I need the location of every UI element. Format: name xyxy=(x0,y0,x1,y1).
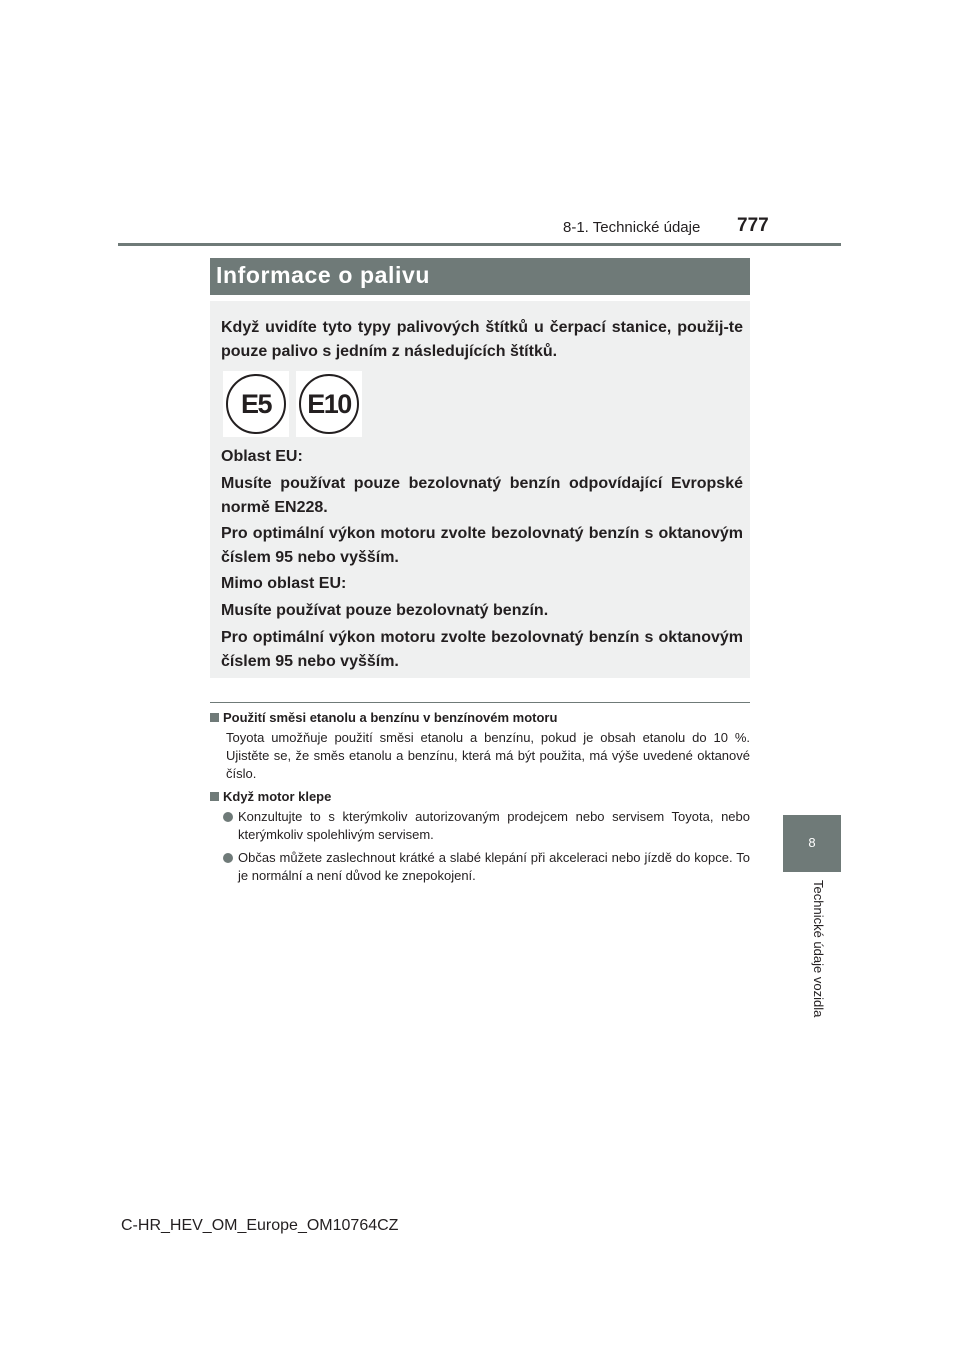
knock-heading xyxy=(210,789,331,804)
non-eu-heading: Mimo oblast EU: xyxy=(221,575,347,592)
section-title: Informace o palivu xyxy=(216,262,431,288)
ethanol-heading-text: Použití směsi etanolu a benzínu v benzínovém motoru xyxy=(223,710,558,725)
header-divider xyxy=(118,243,841,246)
intro-text: Když uvidíte tyto typy palivových štítků u čerpací stanice, použij-te pouze palivo s jedním z následujících štítků. xyxy=(221,319,743,360)
list-item xyxy=(223,808,750,844)
fuel-label-e5-text: E5 xyxy=(226,374,286,434)
square-bullet-icon xyxy=(210,713,219,722)
eu-text-2: Pro optimální výkon motoru zvolte bezolovnatý benzín s oktanovým číslem 95 nebo vyšším. xyxy=(221,525,743,566)
non-eu-text-2: Pro optimální výkon motoru zvolte bezolovnatý benzín s oktanovým číslem 95 nebo vyšším. xyxy=(221,629,743,670)
square-bullet-icon xyxy=(210,792,219,801)
page-number: 777 xyxy=(737,215,769,236)
list-item-text: Občas můžete zaslechnout krátké a slabé klepání při akceleraci nebo jízdě do kopce. To je normální a není důvod ke znepokojení. xyxy=(238,850,750,883)
ethanol-heading xyxy=(210,710,557,725)
footer-doc-id: C-HR_HEV_OM_Europe_OM10764CZ xyxy=(121,1217,399,1234)
ethanol-body: Toyota umožňuje použití směsi etanolu a benzínu, pokud je obsah etanolu do 10 %. Ujistěte se, že směs etanolu a benzínu, která má být použita, má výše uvedené oktanové číslo. xyxy=(226,730,750,781)
knock-heading-text: Když motor klepe xyxy=(223,789,332,804)
chapter-title: Technické údaje vozidla xyxy=(811,880,826,1018)
header-section-title: 8-1. Technické údaje xyxy=(563,219,701,236)
list-item xyxy=(223,849,750,885)
chapter-number: 8 xyxy=(808,835,816,850)
section-title-bar xyxy=(210,258,750,295)
non-eu-text-1: Musíte používat pouze bezolovnatý benzín. xyxy=(221,602,549,619)
chapter-tab xyxy=(783,815,841,872)
list-item-text: Konzultujte to s kterýmkoliv autorizovaným prodejcem nebo servisem Toyota, nebo kterýmkoliv spolehlivým servisem. xyxy=(238,809,750,842)
section-divider xyxy=(210,702,750,703)
eu-text-1: Musíte používat pouze bezolovnatý benzín odpovídající Evropské normě EN228. xyxy=(221,475,743,516)
fuel-label-e10 xyxy=(296,371,362,437)
fuel-info-box xyxy=(210,301,750,678)
bullet-dot-icon xyxy=(223,812,233,822)
eu-heading: Oblast EU: xyxy=(221,448,303,465)
bullet-dot-icon xyxy=(223,853,233,863)
fuel-label-e10-text: E10 xyxy=(299,374,359,434)
fuel-label-e5 xyxy=(223,371,289,437)
